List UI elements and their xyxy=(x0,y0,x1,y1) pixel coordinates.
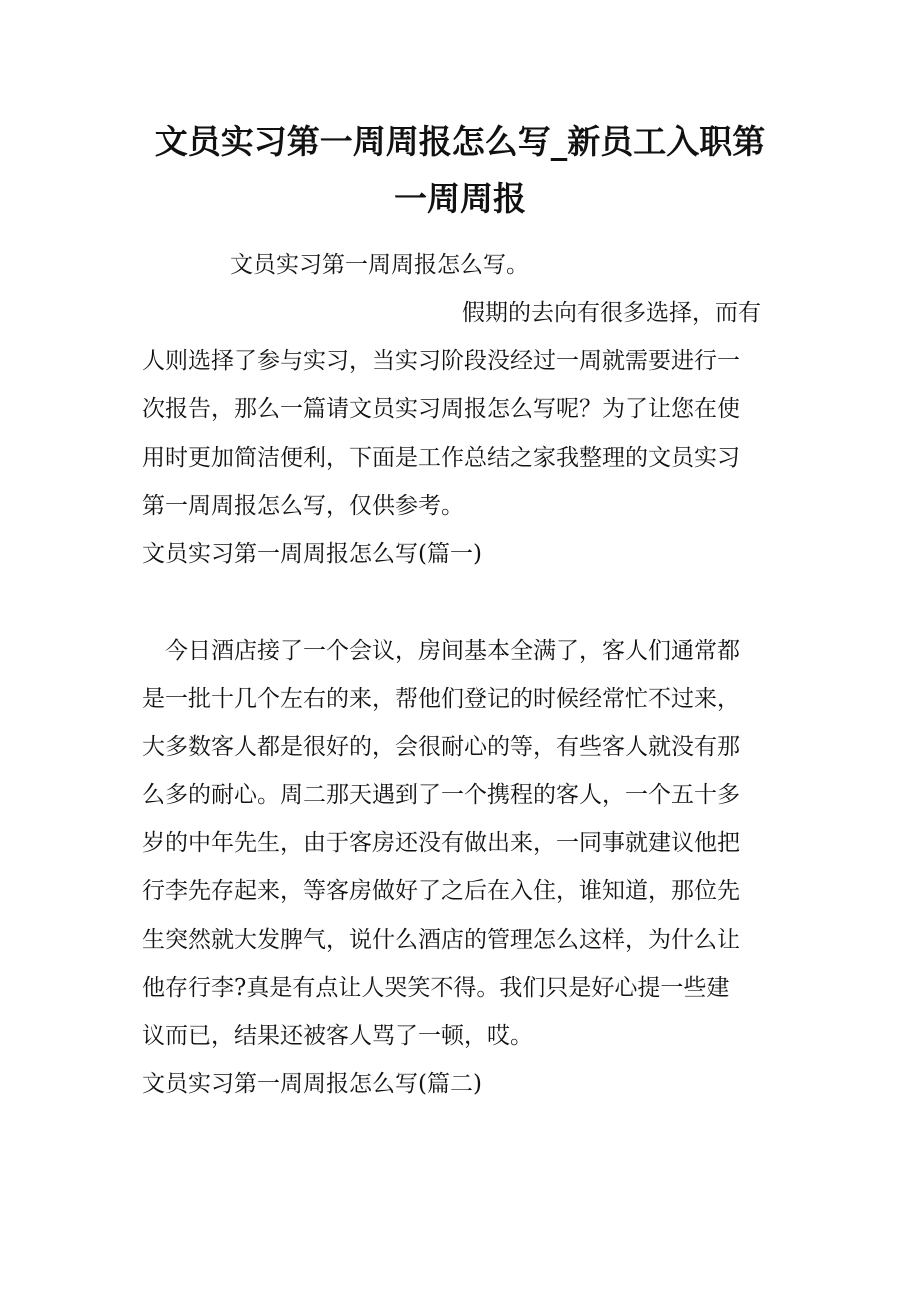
section-1-paragraph-line: 今日酒店接了一个会议，房间基本全满了，客人们通常都 xyxy=(165,638,740,664)
section-1-paragraph-line: 生突然就大发脾气，说什么酒店的管理怎么这样，为什么让 xyxy=(142,927,740,953)
section-1-paragraph-line: 岁的中年先生，由于客房还没有做出来，一同事就建议他把 xyxy=(142,830,740,856)
document-title-line-1: 文员实习第一周周报怎么写_新员工入职第 xyxy=(154,122,766,161)
section-1-paragraph-line: 是一批十几个左右的来，帮他们登记的时候经常忙不过来， xyxy=(142,686,740,712)
intro-heading: 文员实习第一周周报怎么写。 xyxy=(230,252,529,278)
intro-paragraph-line: 用时更加简洁便利，下面是工作总结之家我整理的文员实习 xyxy=(142,445,740,471)
intro-paragraph-line: 假期的去向有很多选择，而有 xyxy=(462,300,761,326)
document-title-line-2: 一周周报 xyxy=(394,179,526,218)
intro-paragraph-line: 第一周周报怎么写，仅供参考。 xyxy=(142,493,464,519)
section-1-paragraph-line: 行李先存起来，等客房做好了之后在入住，谁知道，那位先 xyxy=(142,878,740,904)
section-1-paragraph-line: 大多数客人都是很好的，会很耐心的等，有些客人就没有那 xyxy=(142,734,740,760)
section-1-heading: 文员实习第一周周报怎么写(篇一) xyxy=(142,541,482,567)
section-2-heading: 文员实习第一周周报怎么写(篇二) xyxy=(142,1071,482,1097)
section-1-paragraph-line: 他存行李?真是有点让人哭笑不得。我们只是好心提一些建 xyxy=(142,975,730,1001)
intro-paragraph-line: 次报告，那么一篇请文员实习周报怎么写呢？为了让您在使 xyxy=(142,396,740,422)
section-1-paragraph-line: 么多的耐心。周二那天遇到了一个携程的客人，一个五十多 xyxy=(142,782,740,808)
intro-paragraph-line: 人则选择了参与实习，当实习阶段没经过一周就需要进行一 xyxy=(142,348,740,374)
section-1-paragraph-line: 议而已，结果还被客人骂了一顿，哎。 xyxy=(142,1023,533,1049)
